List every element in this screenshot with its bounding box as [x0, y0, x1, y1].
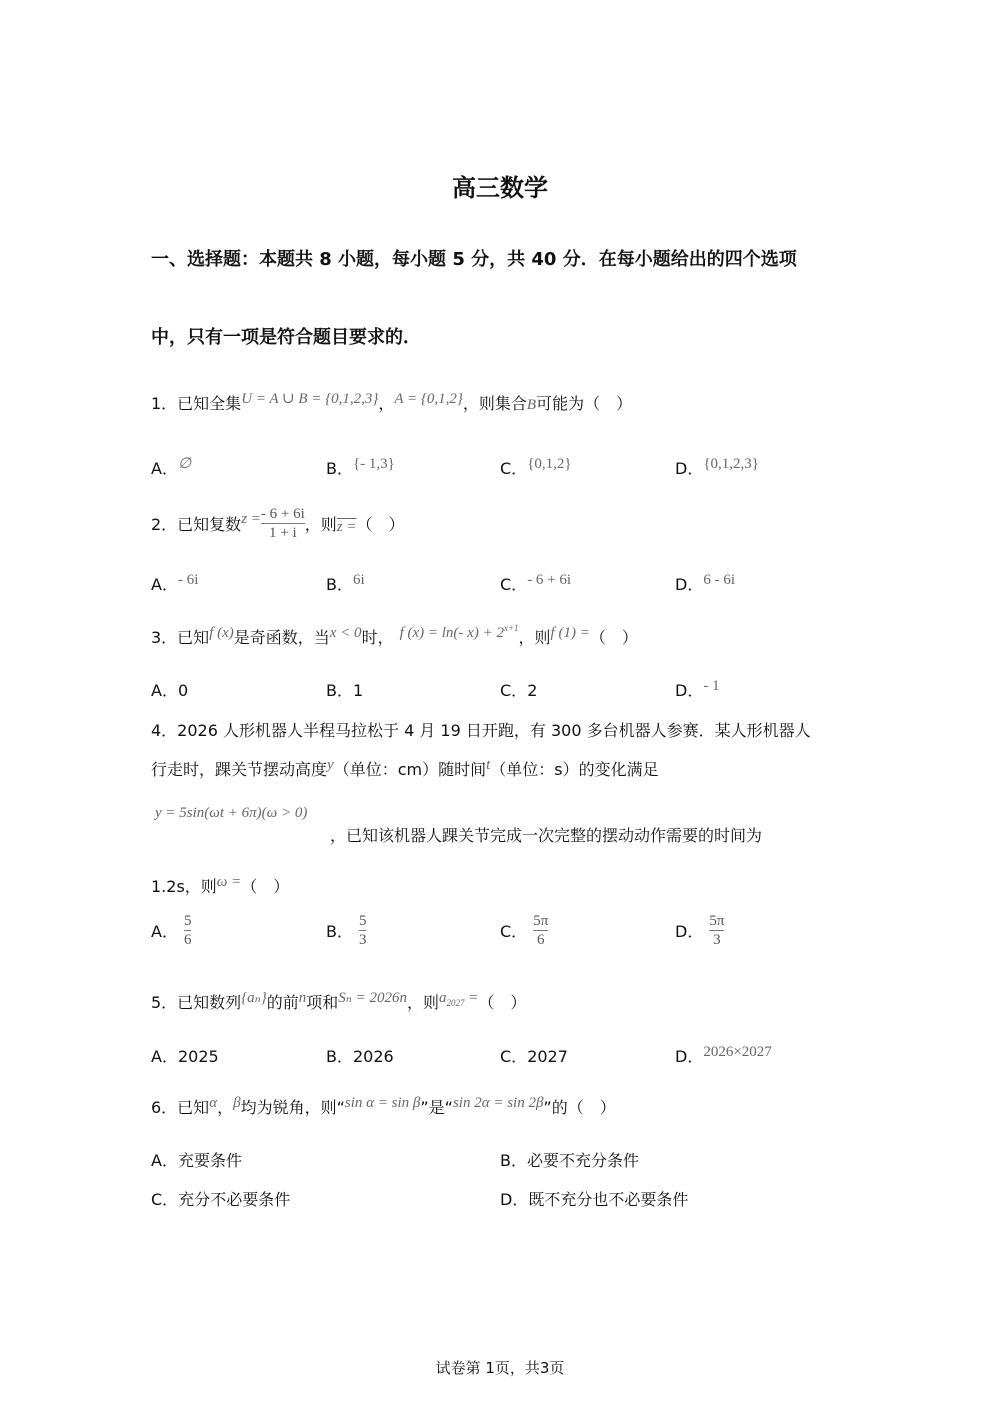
q5-option-b[interactable]: B．2026	[326, 1047, 394, 1066]
q5-a2027: $a_{2027}$ =	[439, 990, 479, 1008]
question-4-line4: 1.2s，则ω =（ ）	[151, 874, 290, 896]
q4-option-c[interactable]: C． $\frac{5\pi}{6}$	[500, 913, 549, 948]
q3-option-d[interactable]: D．- 1	[675, 678, 720, 700]
q1-prefix: 1．已知全集	[151, 394, 242, 413]
q1-suffix: 可能为（ ）	[536, 394, 633, 413]
q6-option-a[interactable]: A．充要条件	[151, 1151, 242, 1170]
q6-condition-2: sin 2α = sin 2β	[452, 1095, 544, 1111]
q1-universal-set: U = A ∪ B = {0,1,2,3}	[241, 391, 379, 407]
q3-fx: f (x)	[209, 625, 234, 641]
q6-option-b[interactable]: B．必要不充分条件	[500, 1151, 639, 1170]
q3-f1: f (1) =	[550, 625, 590, 641]
section-heading-line1: 一、选择题：本题共 8 小题，每小题 5 分，共 40 分．在每小题给出的四个选项	[151, 249, 797, 270]
q5-sequence: {aₙ}	[241, 990, 267, 1006]
section-heading-line2: 中，只有一项是符合题目要求的．	[151, 327, 421, 348]
question-4-line1: 4．2026 人形机器人半程马拉松于 4 月 19 日开跑，有 300 多台机器人参赛．某人形机器人	[151, 721, 811, 740]
q3-option-b[interactable]: B．1	[326, 681, 364, 700]
q1-option-a[interactable]: A．∅	[151, 456, 192, 478]
question-4-line2: 行走时，踝关节摆动高度y（单位：cm）随时间t（单位：s）的变化满足	[151, 757, 659, 779]
q4-formula: y = 5sin(ωt + 6π)(ω > 0)	[155, 805, 308, 821]
q1-comma: ，	[378, 394, 395, 413]
q2-z: z =	[241, 511, 261, 527]
q6-condition-1: sin α = sin β	[344, 1095, 421, 1111]
q5-option-d[interactable]: D．2026×2027	[675, 1044, 772, 1066]
q2-prefix: 2．已知复数	[151, 515, 242, 534]
q1-option-c[interactable]: C．{0,1,2}	[500, 456, 572, 478]
q2-option-b[interactable]: B．6i	[326, 572, 365, 594]
q4-option-b[interactable]: B． $\frac{5}{3}$	[326, 913, 367, 948]
question-3: 3．已知f (x)是奇函数，当x < 0时， f (x) = ln(- $x) + 2^{x+1}$，则f (1) =（ ）	[151, 623, 638, 647]
q1-set-b: B	[526, 397, 537, 413]
q2-zbar: z =	[336, 519, 357, 535]
q6-option-d[interactable]: D．既不充分也不必要条件	[500, 1190, 689, 1209]
q5-option-c[interactable]: C．2027	[500, 1047, 568, 1066]
q2-mid: ，则	[304, 515, 337, 534]
q4-option-a[interactable]: A． $\frac{5}{6}$	[151, 913, 192, 948]
q3-option-c[interactable]: C．2	[500, 681, 538, 700]
question-4-line3: ，已知该机器人踝关节完成一次完整的摆动动作需要的时间为	[330, 826, 763, 845]
q1-set-a: A = {0,1,2}	[394, 391, 463, 407]
q1-text: ，则集合	[462, 394, 527, 413]
q1-option-b[interactable]: B．{- 1,3}	[326, 456, 395, 478]
question-1	[151, 391, 632, 414]
q6-option-c[interactable]: C．充分不必要条件	[151, 1190, 291, 1209]
q3-condition: x < 0	[329, 625, 362, 641]
q5-option-a[interactable]: A．2025	[151, 1047, 219, 1066]
q2-suffix: （ ）	[356, 515, 405, 534]
q4-option-d[interactable]: D． $\frac{5\pi}{3}$	[675, 913, 725, 948]
page-title: 高三数学	[452, 174, 548, 202]
q2-fraction: $\frac{- 6 + 6i}{1 + i}$	[260, 506, 305, 541]
page-footer: 试卷第 1页，共3页	[435, 1359, 565, 1377]
question-6: 6．已知α，β均为锐角，则“sin α = sin β”是“sin 2α = sin 2β”的（ ）	[151, 1095, 616, 1117]
q2-option-c[interactable]: C．- 6 + 6i	[500, 572, 572, 594]
question-5: 5．已知数列{aₙ}的前n项和Sₙ = 2026n，则$a_{2027}$ =（ ）	[151, 990, 527, 1012]
q2-option-d[interactable]: D．6 - 6i	[675, 572, 735, 594]
question-2	[151, 505, 405, 542]
q1-option-d[interactable]: D．{0,1,2,3}	[675, 456, 759, 478]
q3-option-a[interactable]: A．0	[151, 681, 189, 700]
q3-expression: f (x) = ln(- $x) + 2^{x+1}$	[399, 623, 519, 641]
q5-sum: Sₙ = 2026n	[338, 990, 407, 1006]
q2-option-a[interactable]: A．- 6i	[151, 572, 199, 594]
